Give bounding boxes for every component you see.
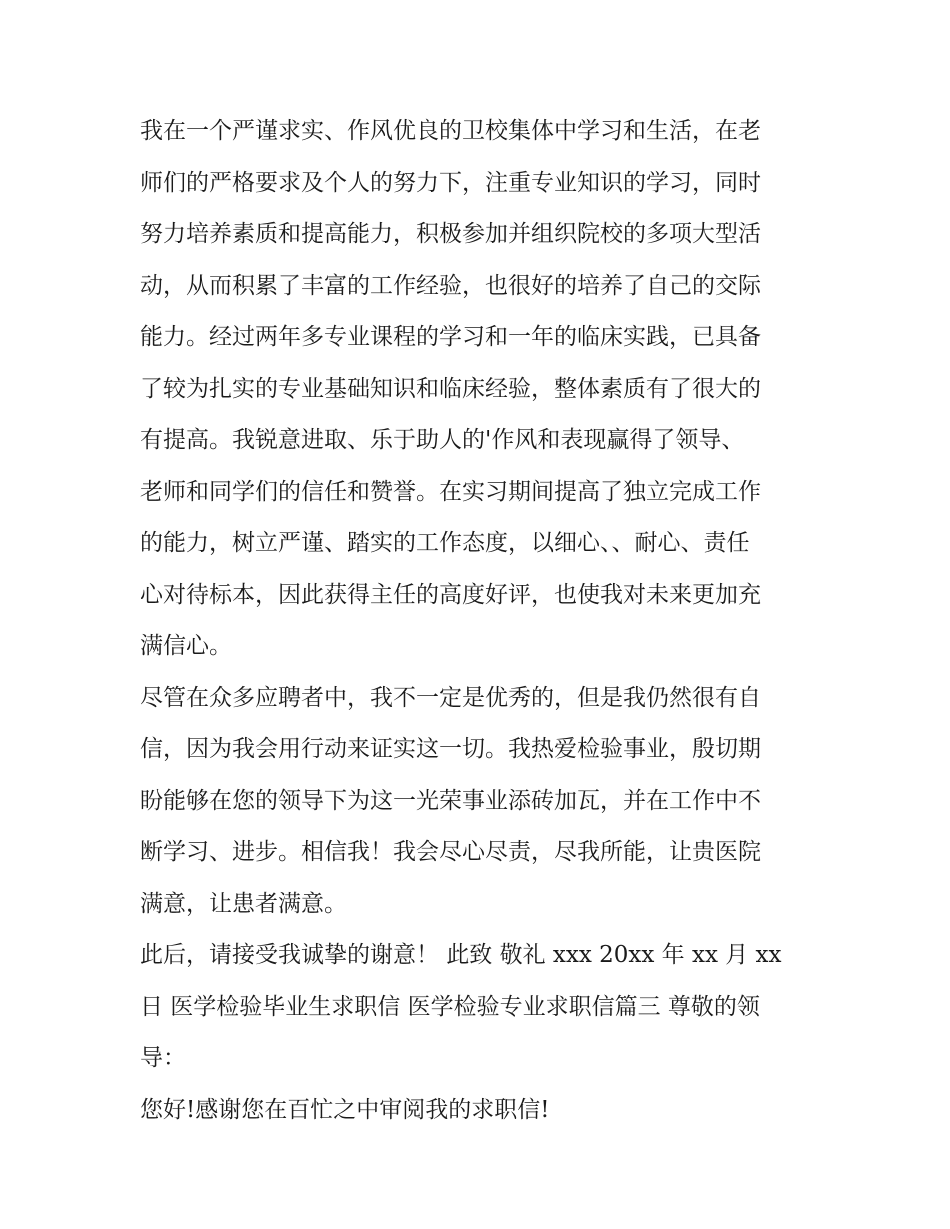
text-line: 能力。经过两年多专业课程的学习和一年的临床实践，已具备 [140, 324, 761, 350]
text-line: 盼能够在您的领导下为这一光荣事业添砖加瓦，并在工作中不 [140, 787, 761, 814]
text-line: 此后，请接受我诚挚的谢意！ 此致 敬礼 xxx 20xx 年 xx 月 xx [140, 942, 782, 968]
text-line: 动，从而积累了丰富的工作经验，也很好的培养了自己的交际 [140, 272, 761, 299]
text-line: 的能力，树立严谨、踏实的工作态度，以细心、、耐心、责任 [140, 530, 750, 556]
text-line: 信，因为我会用行动来证实这一切。我热爱检验事业，殷切期 [140, 736, 761, 762]
text-line: 日 医学检验毕业生求职信 医学检验专业求职信篇三 尊敬的领 [140, 993, 760, 1020]
text-line: 您好!感谢您在百忙之中审阅我的求职信! [140, 1096, 550, 1123]
text-line: 有提高。我锐意进取、乐于助人的'作风和表现赢得了领导、 [140, 427, 745, 453]
text-line: 满信心。 [140, 633, 232, 659]
text-line: 断学习、进步。相信我！我会尽心尽责，尽我所能，让贵医院 [140, 839, 761, 865]
text-line: 心对待标本，因此获得主任的高度好评，也使我对未来更加充 [140, 581, 761, 608]
letter-body [140, 106, 820, 1136]
text-line: 努力培养素质和提高能力，积极参加并组织院校的多项大型活 [140, 221, 761, 247]
text-line: 尽管在众多应聘者中，我不一定是优秀的，但是我仍然很有自 [140, 684, 761, 711]
text-line: 了较为扎实的专业基础知识和临床经验，整体素质有了很大的 [140, 375, 761, 402]
text-line: 导： [140, 1045, 186, 1071]
text-line: 老师和同学们的信任和赞誉。在实习期间提高了独立完成工作 [140, 478, 761, 505]
text-line: 我在一个严谨求实、作风优良的卫校集体中学习和生活，在老 [140, 118, 761, 144]
text-line: 师们的严格要求及个人的努力下，注重专业知识的学习，同时 [140, 169, 761, 196]
text-line: 满意，让患者满意。 [140, 890, 347, 917]
